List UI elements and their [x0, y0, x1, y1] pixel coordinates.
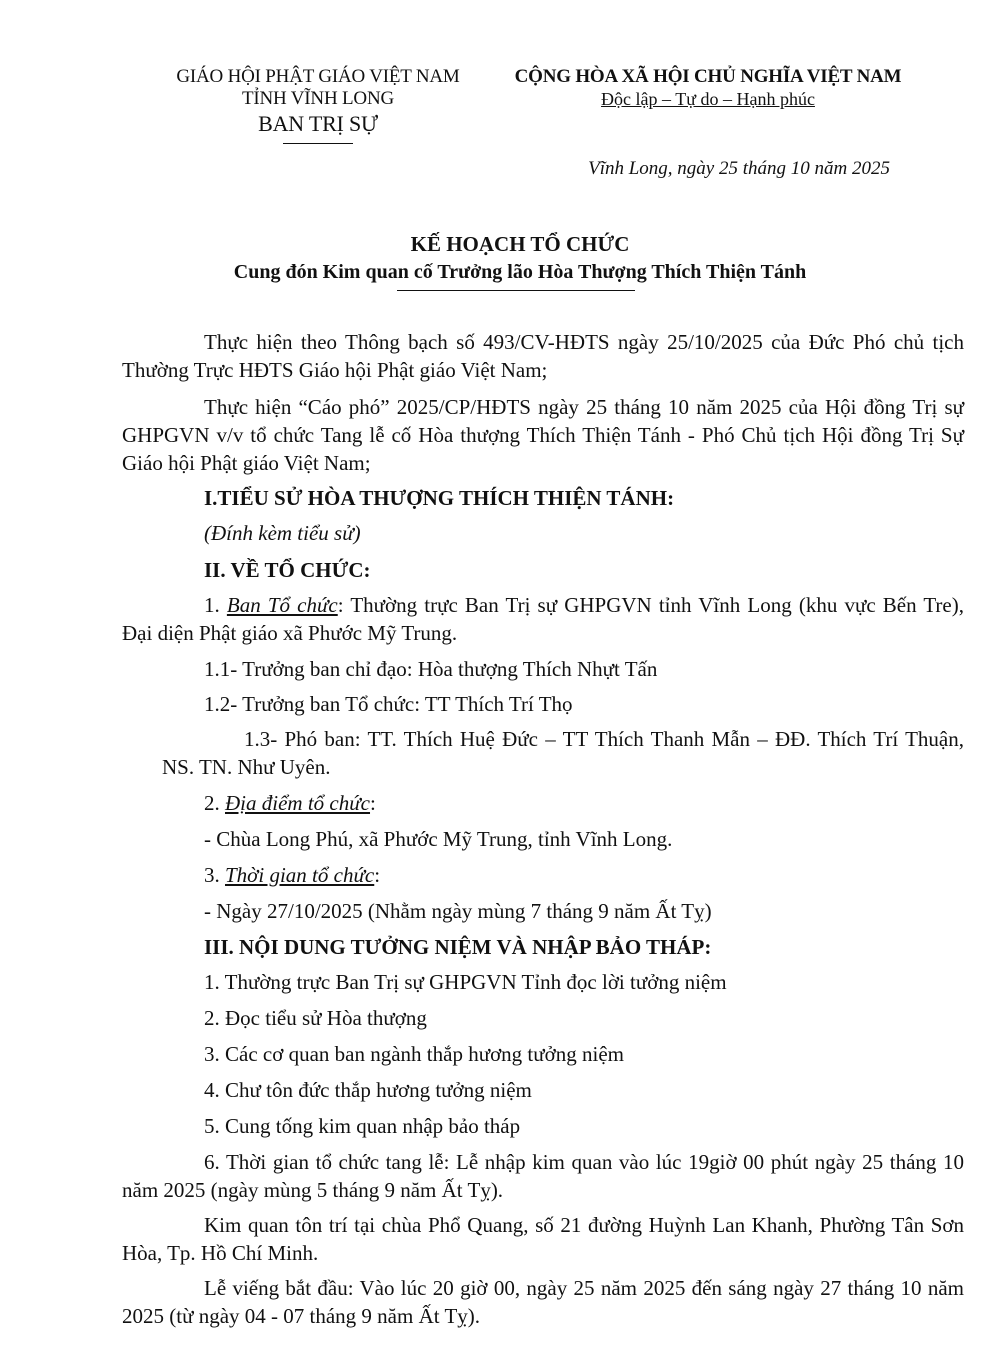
issuer-divider [283, 143, 353, 144]
item-1-1: 1.1- Trưởng ban chỉ đạo: Hòa thượng Thích Nhựt Tấn [204, 657, 658, 681]
issuer-header [148, 66, 488, 144]
agenda-item: 2. Đọc tiểu sử Hòa thượng [204, 1006, 427, 1030]
title-sub: Cung đón Kim quan cố Trưởng lão Hòa Thượng Thích Thiện Tánh [233, 261, 807, 283]
issuer-board: BAN TRỊ SỰ [258, 111, 378, 136]
document-title [100, 230, 940, 291]
agenda-item: 1. Thường trực Ban Trị sự GHPGVN Tỉnh đọc lời tưởng niệm [204, 970, 727, 994]
section-1-heading: I.TIỂU SỬ HÒA THƯỢNG THÍCH THIỆN TÁNH: [204, 486, 675, 510]
title-divider [397, 290, 635, 291]
time-label: 3. Thời gian tổ chức: [204, 863, 381, 887]
intro-paragraph-2: Thực hiện “Cáo phó” 2025/CP/HĐTS ngày 25 tháng 10 năm 2025 của Hội đồng Trị sự GHPGVN v/v tổ chức Tang lễ cố Hòa thượng Thích Thiện Tánh - Phó Chủ tịch Hội đồng Trị Sự Giáo hội Phật giáo Việt Nam; [122, 395, 964, 475]
section-2-heading: II. VỀ TỔ CHỨC: [204, 558, 371, 582]
section-3-heading: III. NỘI DUNG TƯỞNG NIỆM VÀ NHẬP BẢO THÁP: [204, 935, 712, 959]
section-1-note: (Đính kèm tiểu sử) [204, 521, 361, 545]
location-label: 2. Địa điểm tổ chức: [204, 791, 376, 815]
agenda-item: 4. Chư tôn đức thắp hương tưởng niệm [204, 1078, 532, 1102]
issuer-province: TỈNH VĨNH LONG [242, 88, 394, 109]
national-header [488, 66, 928, 110]
item-1-2: 1.2- Trưởng ban Tổ chức: TT Thích Trí Thọ [204, 692, 573, 716]
time-text: - Ngày 27/10/2025 (Nhằm ngày mùng 7 tháng 9 năm Ất Tỵ) [204, 899, 712, 923]
agenda-item: 3. Các cơ quan ban ngành thắp hương tưởng niệm [204, 1042, 624, 1066]
item-1-3: 1.3- Phó ban: TT. Thích Huệ Đức – TT Thích Thanh Mẫn – ĐĐ. Thích Trí Thuận, NS. TN. Như Uyên. [162, 727, 964, 779]
date-line: Vĩnh Long, ngày 25 tháng 10 năm 2025 [588, 158, 890, 179]
organizing-board-paragraph: 1. Ban Tổ chức: Thường trực Ban Trị sự GHPGVN tỉnh Vĩnh Long (khu vực Bến Tre), Đại diện Phật giáo xã Phước Mỹ Trung. [122, 593, 964, 645]
kim-quan-paragraph: Kim quan tôn trí tại chùa Phổ Quang, số 21 đường Huỳnh Lan Khanh, Phường Tân Sơn Hòa, Tp. Hồ Chí Minh. [122, 1213, 964, 1265]
national-motto: Độc lập – Tự do – Hạnh phúc [601, 89, 815, 109]
title-main: KẾ HOẠCH TỔ CHỨC [410, 232, 630, 256]
agenda-item-6: 6. Thời gian tổ chức tang lễ: Lễ nhập kim quan vào lúc 19giờ 00 phút ngày 25 tháng 10 năm 2025 (ngày mùng 5 tháng 9 năm Ất Tỵ). [122, 1150, 964, 1202]
intro-paragraph-1: Thực hiện theo Thông bạch số 493/CV-HĐTS ngày 25/10/2025 của Đức Phó chủ tịch Thường Trực HĐTS Giáo hội Phật giáo Việt Nam; [122, 330, 964, 382]
national-title: CỘNG HÒA XÃ HỘI CHỦ NGHĨA VIỆT NAM [514, 66, 902, 87]
location-text: - Chùa Long Phú, xã Phước Mỹ Trung, tỉnh Vĩnh Long. [204, 827, 673, 851]
issuer-org: GIÁO HỘI PHẬT GIÁO VIỆT NAM [176, 66, 460, 87]
le-vieng-paragraph: Lễ viếng bắt đầu: Vào lúc 20 giờ 00, ngày 25 năm 2025 đến sáng ngày 27 tháng 10 năm 2025 (từ ngày 04 - 07 tháng 9 năm Ất Tỵ). [122, 1276, 964, 1328]
agenda-item: 5. Cung tống kim quan nhập bảo tháp [204, 1114, 521, 1138]
